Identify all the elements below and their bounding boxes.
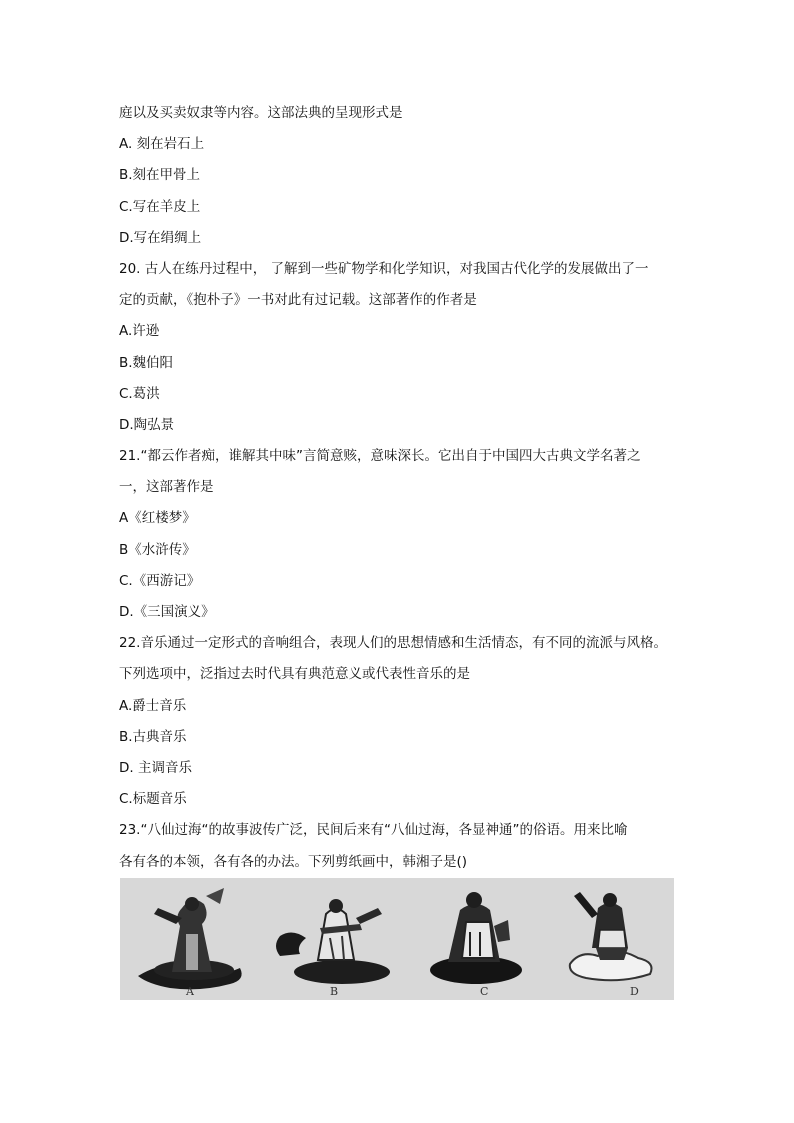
paper-cut-figure-c	[430, 892, 522, 984]
figure-label-d: D	[630, 985, 639, 998]
option-21-c: C.《西游记》	[119, 572, 201, 589]
question-20-line-2: 定的贡献，《抱朴子》一书对此有过记载。这部著作的作者是	[119, 292, 477, 309]
option-21-d: D.《三国演义》	[119, 604, 215, 620]
option-19-d: D.写在绢绸上	[119, 229, 202, 246]
option-20-a: A.许逊	[119, 323, 160, 340]
figure-label-a: A	[186, 985, 194, 998]
option-22-d: D. 主调音乐	[119, 759, 192, 776]
option-20-b: B.魏伯阳	[119, 354, 174, 371]
question-21-line-2: 一，这部著作是	[119, 479, 214, 496]
paper-cut-figure-a	[138, 888, 242, 989]
option-21-b: B《水浒传》	[119, 541, 196, 558]
option-19-c: C.写在羊皮上	[119, 198, 201, 215]
text-line-1: 庭以及买卖奴隶等内容。这部法典的呈现形式是	[119, 105, 403, 121]
paper-cut-figure-d	[570, 892, 652, 980]
question-text	[119, 98, 679, 878]
option-20-d: D.陶弘景	[119, 416, 175, 433]
question-22-line-1: 22.音乐通过一定形式的音响组合，表现人们的思想情感和生活情态，有不同的流派与风格。	[119, 635, 667, 652]
question-22-line-2: 下列选项中，泛指过去时代具有典范意义或代表性音乐的是	[119, 666, 470, 683]
paper-cut-figure-b	[276, 899, 390, 984]
option-22-c: C.标题音乐	[119, 791, 187, 808]
option-22-b: B.古典音乐	[119, 728, 187, 745]
option-19-b: B.刻在甲骨上	[119, 167, 201, 184]
figure-label-c: C	[480, 985, 489, 998]
option-21-a: A《红楼梦》	[119, 510, 196, 527]
question-21-line-1: 21.“都云作者痴，谁解其中味”言简意赅，意味深长。它出自于中国四大古典文学名著之	[119, 448, 641, 465]
question-23-line-2: 各有各的本领，各有各的办法。下列剪纸画中，韩湘子是()	[119, 853, 468, 870]
option-20-c: C.葛洪	[119, 385, 160, 402]
option-22-a: A.爵士音乐	[119, 697, 187, 714]
question-20-line-1: 20. 古人在练丹过程中， 了解到一些矿物学和化学知识，对我国古代化学的发展做出了一	[119, 260, 649, 277]
question-23-line-1: 23.“八仙过海“的故事波传广泛，民间后来有“八仙过海，各显神通”的俗语。用来比喻	[119, 822, 628, 839]
paper-cut-figures	[120, 878, 674, 1000]
figure-label-b: B	[330, 985, 339, 998]
option-19-a: A. 刻在岩石上	[119, 136, 205, 153]
